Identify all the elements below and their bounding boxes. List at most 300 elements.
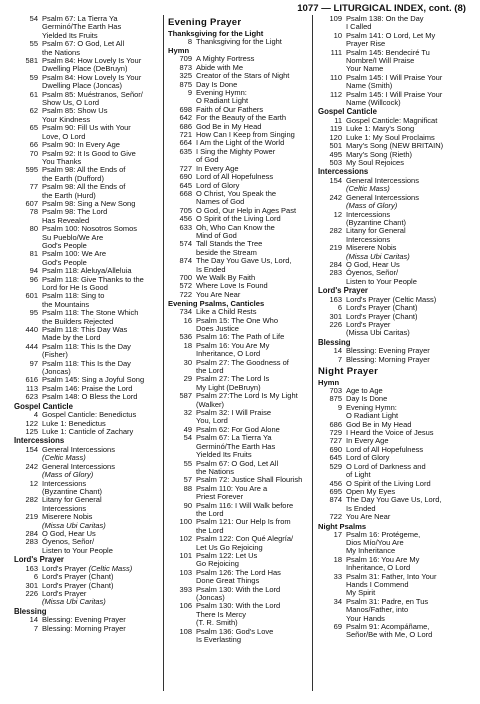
entry-title: O Spirit of the Living Lord bbox=[196, 214, 281, 224]
entry-title: O Lord of Darkness and of Light bbox=[346, 461, 426, 480]
entry-number: 574 bbox=[179, 239, 192, 249]
index-entry bbox=[14, 309, 162, 326]
entry-number: 7 bbox=[337, 354, 342, 364]
entry-number: 664 bbox=[179, 138, 192, 148]
column-divider bbox=[312, 15, 313, 691]
entry-title: Lord's Prayer (Chant) bbox=[42, 572, 114, 582]
entry-title: Blessing: Morning Prayer bbox=[42, 623, 126, 633]
section-title: Night Prayer bbox=[318, 366, 379, 378]
index-entry bbox=[168, 434, 310, 459]
index-entry bbox=[14, 57, 162, 74]
index-column-3 bbox=[318, 15, 468, 640]
index-entry bbox=[318, 15, 468, 32]
entry-title: Psalm 145: Sing a Joyful Song bbox=[42, 375, 145, 385]
entry-number: 55 bbox=[29, 39, 38, 49]
entry-number: 94 bbox=[29, 266, 38, 276]
section-heading: Intercessions bbox=[318, 167, 369, 177]
index-entry bbox=[318, 463, 468, 480]
entry-title: Litany for General Intercessions bbox=[42, 495, 102, 513]
entry-title: God Be in My Head bbox=[346, 419, 412, 429]
entry-number: 282 bbox=[329, 226, 342, 236]
section-title: Evening Prayer bbox=[168, 17, 242, 28]
index-entry bbox=[168, 375, 310, 392]
entry-number: 100 bbox=[179, 517, 192, 527]
index-entry bbox=[14, 343, 162, 360]
entry-title: Psalm 85: Muéstranos, Señor/ Show Us, O Lord bbox=[42, 89, 143, 108]
entry-title: Psalm 116: I Will Walk before the Lord bbox=[196, 500, 294, 518]
entry-title: Miserere Nobis bbox=[42, 512, 93, 522]
entry-number: 80 bbox=[29, 224, 38, 234]
index-entry bbox=[168, 518, 310, 535]
entry-title: Psalm 118: This Is the Day (Fisher) bbox=[42, 341, 131, 360]
entry-title: Psalm 145: Bendeciré Tu Nombre/I Will Praise Your Name bbox=[346, 47, 430, 74]
entry-number: 873 bbox=[179, 62, 192, 72]
entry-number: 33 bbox=[333, 571, 342, 581]
index-entry bbox=[318, 211, 468, 228]
subsection-heading: Hymn bbox=[318, 378, 340, 388]
entry-title: How Can I Keep from Singing bbox=[196, 130, 295, 140]
entry-title: Age to Age bbox=[346, 386, 383, 396]
entry-title: Psalm 122: Con Qué Alegría/ Let Us Go Rejoicing bbox=[196, 534, 294, 552]
entry-number: 874 bbox=[329, 495, 342, 505]
index-entry bbox=[168, 190, 310, 207]
entry-number: 219 bbox=[25, 512, 38, 522]
entry-number: 700 bbox=[179, 272, 192, 282]
entry-number: 875 bbox=[179, 79, 192, 89]
entry-number: 705 bbox=[179, 205, 192, 215]
entry-number: 163 bbox=[25, 563, 38, 573]
entry-number: 456 bbox=[329, 478, 342, 488]
entry-number: 55 bbox=[183, 458, 192, 468]
entry-title: (Celtic Mass) bbox=[346, 184, 390, 194]
entry-number: 9 bbox=[337, 402, 342, 412]
index-entry bbox=[168, 586, 310, 603]
entry-title: O Spirit of the Living Lord bbox=[346, 478, 431, 488]
entry-number: 14 bbox=[333, 346, 342, 356]
entry-number: 690 bbox=[329, 444, 342, 454]
entry-number: 54 bbox=[183, 433, 192, 443]
entry-title: Psalm 84: How Lovely Is Your Dwelling Place (DeBruyn) bbox=[42, 56, 142, 74]
entry-number: 242 bbox=[25, 461, 38, 471]
entry-number: 49 bbox=[183, 424, 192, 434]
entry-number: 645 bbox=[179, 180, 192, 190]
index-entry bbox=[168, 602, 310, 627]
entry-title: Psalm 141: O Lord, Let My Prayer Rise bbox=[346, 30, 436, 49]
index-entry bbox=[168, 240, 310, 257]
entry-number: 440 bbox=[25, 325, 38, 335]
index-entry bbox=[168, 257, 310, 274]
entry-number: 536 bbox=[179, 332, 192, 342]
entry-number: 97 bbox=[29, 358, 38, 368]
entry-title: Psalm 16: You Are My Inheritance, O Lord bbox=[346, 554, 420, 573]
entry-number: 393 bbox=[179, 584, 192, 594]
index-entry bbox=[168, 552, 310, 569]
entry-number: 874 bbox=[179, 256, 192, 266]
index-entry bbox=[14, 124, 162, 141]
entry-number: 727 bbox=[329, 436, 342, 446]
index-entry bbox=[318, 91, 468, 108]
entry-number: 686 bbox=[179, 121, 192, 131]
index-entry bbox=[318, 321, 468, 338]
entry-number: 495 bbox=[329, 149, 342, 159]
entry-number: 607 bbox=[25, 198, 38, 208]
entry-title: Oh, Who Can Know the Mind of God bbox=[196, 222, 275, 240]
entry-number: 734 bbox=[179, 307, 192, 317]
index-column-2 bbox=[168, 15, 310, 644]
entry-title: The Day You Gave Us, Lord, Is Ended bbox=[196, 256, 292, 274]
entry-title: Evening Hymn: O Radiant Light bbox=[196, 88, 249, 106]
entry-number: 283 bbox=[25, 537, 38, 547]
page-number: 1077 bbox=[297, 3, 319, 14]
index-entry bbox=[168, 485, 310, 502]
entry-number: 581 bbox=[25, 56, 38, 66]
entry-title: Miserere Nobis bbox=[346, 243, 397, 253]
entry-title: Psalm 130: With the Lord There Is Mercy (T. R. Smith) bbox=[196, 601, 281, 628]
entry-title: Intercessions (Byzantine Chant) bbox=[42, 478, 103, 496]
entry-title: Psalm 146: Praise the Lord bbox=[42, 383, 133, 393]
entry-number: 120 bbox=[329, 132, 342, 142]
entry-number: 729 bbox=[329, 428, 342, 438]
entry-title: Psalm 67: La Tierra Ya Germinó/The Earth Has Yielded Its Fruits bbox=[42, 14, 122, 40]
index-entry bbox=[168, 89, 310, 106]
entry-number: 722 bbox=[329, 512, 342, 522]
entry-title: Mary's Song (NEW BRITAIN) bbox=[346, 141, 444, 151]
entry-title: Luke 1: My Soul Proclaims bbox=[346, 132, 435, 142]
page-header bbox=[297, 3, 466, 14]
entry-title: Mary's Song (Rieth) bbox=[346, 149, 413, 159]
entry-number: 572 bbox=[179, 281, 192, 291]
index-entry bbox=[318, 32, 468, 49]
entry-number: 325 bbox=[179, 71, 192, 81]
entry-number: 65 bbox=[29, 123, 38, 133]
entry-title: Psalm 121: Our Help Is from the Lord bbox=[196, 517, 291, 535]
entry-number: 7 bbox=[33, 623, 38, 633]
entry-title: Psalm 67: O God, Let All the Nations bbox=[196, 458, 279, 476]
entry-title: Psalm 90: Fill Us with Your Love, O Lord bbox=[42, 123, 131, 141]
index-entry bbox=[168, 38, 310, 46]
entry-title: Psalm 100: Nosotros Somos Su Pueblo/We Are God's People bbox=[42, 224, 138, 250]
entry-title: A Mighty Fortress bbox=[196, 54, 255, 64]
entry-title: Psalm 27: The Goodness of the Lord bbox=[196, 357, 289, 376]
entry-title: O God, Hear Us bbox=[346, 259, 400, 269]
index-entry bbox=[168, 148, 310, 165]
entry-number: 695 bbox=[329, 486, 342, 496]
index-entry bbox=[14, 625, 162, 633]
entry-number: 66 bbox=[29, 140, 38, 150]
entry-number: 111 bbox=[330, 47, 342, 57]
entry-number bbox=[14, 598, 42, 606]
entry-number: 616 bbox=[25, 375, 38, 385]
section-heading: Lord's Prayer bbox=[318, 286, 368, 296]
entry-number: 29 bbox=[183, 374, 192, 384]
index-entry bbox=[168, 359, 310, 376]
entry-title: Psalm 92: It Is Good to Give You Thanks bbox=[42, 148, 136, 166]
entry-number: 14 bbox=[29, 615, 38, 625]
entry-number: 226 bbox=[329, 319, 342, 329]
entry-number: 32 bbox=[183, 408, 192, 418]
entry-title: Lord's Prayer bbox=[42, 588, 87, 598]
entry-title: Like a Child Rests bbox=[196, 307, 257, 317]
index-entry bbox=[14, 326, 162, 343]
entry-title: Psalm 118: The Stone Which the Builders Rejected bbox=[42, 308, 139, 326]
index-entry bbox=[14, 446, 162, 454]
entry-title: Psalm 118: Give Thanks to the Lord for He Is Good bbox=[42, 274, 144, 292]
entry-number: 59 bbox=[29, 72, 38, 82]
entry-title: Psalm 118: This Is the Day (Joncas) bbox=[42, 358, 131, 377]
entry-number: 645 bbox=[329, 453, 342, 463]
entry-title: God Be in My Head bbox=[196, 121, 262, 131]
entry-title: General Intercessions bbox=[42, 444, 115, 454]
entry-title: (Missa Ubi Caritas) bbox=[42, 597, 106, 607]
entry-number: 226 bbox=[25, 588, 38, 598]
entry-title-note: (Celtic Mass) bbox=[88, 563, 133, 573]
index-entry bbox=[14, 480, 162, 497]
entry-number: 122 bbox=[25, 418, 38, 428]
entry-number: 6 bbox=[33, 572, 38, 582]
entry-number: 102 bbox=[179, 534, 192, 544]
entry-number: 81 bbox=[29, 249, 38, 259]
entry-title: (Celtic Mass) bbox=[42, 453, 86, 463]
index-entry bbox=[14, 40, 162, 57]
entry-title: Day Is Done bbox=[196, 79, 238, 89]
entry-title: Psalm 98: All the Ends of the Earth (Dufford) bbox=[42, 165, 126, 183]
index-entry bbox=[318, 531, 468, 556]
entry-number: 78 bbox=[29, 207, 38, 217]
entry-title: (Mass of Glory) bbox=[346, 201, 398, 211]
index-entry bbox=[318, 74, 468, 91]
index-column-1 bbox=[14, 15, 162, 633]
entry-number: 10 bbox=[333, 30, 342, 40]
index-entry bbox=[318, 623, 468, 640]
entry-number: 154 bbox=[329, 175, 342, 185]
entry-title: General Intercessions bbox=[346, 175, 419, 185]
entry-title: Lord of All Hopefulness bbox=[196, 172, 274, 182]
index-entry bbox=[318, 573, 468, 598]
entry-title: In Every Age bbox=[196, 163, 239, 173]
entry-number: 8 bbox=[187, 37, 192, 46]
entry-number: 721 bbox=[179, 130, 192, 140]
entry-title: Luke 1: Canticle of Zachary bbox=[42, 427, 134, 436]
entry-title: Psalm 130: With the Lord (Joncas) bbox=[196, 584, 281, 602]
entry-number: 11 bbox=[334, 115, 342, 125]
entry-title: Lord of Glory bbox=[196, 180, 240, 190]
entry-number: 642 bbox=[179, 113, 192, 123]
entry-number: 668 bbox=[179, 188, 192, 198]
entry-title: Psalm 27: The Lord Is My Light (DeBruyn) bbox=[196, 374, 270, 392]
index-entry bbox=[318, 356, 468, 364]
entry-number: 108 bbox=[179, 626, 192, 636]
entry-title: Psalm 122: Let Us Go Rejoicing bbox=[196, 550, 258, 569]
entry-title: Psalm 31: Father, Into Your Hands I Commend My Spirit bbox=[346, 571, 437, 598]
index-entry bbox=[14, 150, 162, 167]
entry-title: Lord's Prayer (Chant) bbox=[346, 303, 418, 313]
entry-title: Psalm 67: La Tierra Ya Germinó/The Earth Has Yielded Its Fruits bbox=[196, 433, 276, 460]
entry-title: Psalm 98: The Lord Has Revealed bbox=[42, 207, 108, 225]
entry-number: 709 bbox=[179, 54, 192, 64]
entry-number: 95 bbox=[29, 308, 38, 318]
entry-number: 282 bbox=[25, 495, 38, 505]
section-heading: Lord's Prayer bbox=[14, 555, 64, 565]
entry-number: 456 bbox=[179, 214, 192, 224]
entry-title: Lord's Prayer (Missa Ubi Caritas) bbox=[346, 319, 410, 338]
entry-title: I Am the Light of the World bbox=[196, 138, 285, 148]
entry-number: 722 bbox=[179, 289, 192, 299]
entry-number: 77 bbox=[29, 182, 38, 192]
entry-number: 301 bbox=[329, 311, 342, 321]
entry-title: Psalm 110: You Are a Priest Forever bbox=[196, 483, 268, 502]
entry-title: Thanksgiving for the Light bbox=[196, 37, 282, 46]
index-entry bbox=[14, 292, 162, 309]
entry-title: Psalm 27:The Lord Is My Light (Walker) bbox=[196, 391, 298, 409]
entry-title: Intercessions (Byzantine Chant) bbox=[346, 209, 407, 227]
entry-title: Psalm 91: Acompáñame, Señor/Be with Me, O Lord bbox=[346, 622, 433, 640]
index-entry bbox=[14, 250, 162, 267]
entry-title: Psalm 67: O God, Let All the Nations bbox=[42, 39, 125, 57]
entry-title: Where Love Is Found bbox=[196, 281, 268, 291]
entry-title: Evening Hymn: O Radiant Light bbox=[346, 402, 399, 421]
entry-title: Psalm 16: You Are My Inheritance, O Lord bbox=[196, 340, 270, 359]
entry-number: 90 bbox=[183, 500, 192, 510]
index-entry bbox=[318, 269, 468, 286]
entry-title: Psalm 148: O Bless the Lord bbox=[42, 392, 138, 402]
entry-title: Psalm 15: The One Who Does Justice bbox=[196, 315, 278, 333]
section-heading: Blessing bbox=[14, 606, 47, 616]
entry-title: Psalm 32: I Will Praise You, Lord bbox=[196, 408, 272, 426]
index-entry bbox=[168, 569, 310, 586]
entry-title: Psalm 72: Justice Shall Flourish bbox=[196, 475, 303, 485]
entry-title: Psalm 138: On the Day I Called bbox=[346, 14, 424, 32]
index-entry bbox=[318, 159, 468, 167]
entry-title: Psalm 31: Padre, en Tus Manos/Father, into Your Hands bbox=[346, 596, 429, 623]
subsection-heading: Evening Psalms, Canticles bbox=[168, 299, 265, 309]
index-entry bbox=[14, 107, 162, 124]
entry-title: Psalm 118: Sing to the Mountains bbox=[42, 291, 105, 309]
entry-title: Gospel Canticle: Benedictus bbox=[42, 410, 137, 420]
entry-number: 106 bbox=[179, 601, 192, 611]
index-entry bbox=[14, 166, 162, 183]
index-entry bbox=[168, 342, 310, 359]
subsection-heading: Thanksgiving for the Light bbox=[168, 29, 264, 38]
subsection-heading: Hymn bbox=[168, 46, 190, 56]
entry-number: 635 bbox=[179, 146, 192, 156]
entry-title: Gospel Canticle: Magnificat bbox=[346, 115, 438, 125]
entry-number: 154 bbox=[25, 444, 38, 454]
index-entry bbox=[318, 404, 468, 421]
index-entry bbox=[14, 15, 162, 40]
entry-title: Psalm 62: For God Alone bbox=[196, 424, 280, 434]
index-entry bbox=[318, 513, 468, 521]
page-title: — LITURGICAL INDEX, cont. (8) bbox=[321, 3, 466, 14]
column-divider bbox=[163, 15, 164, 691]
entry-title: Blessing: Evening Prayer bbox=[346, 346, 430, 356]
entry-title: You Are Near bbox=[346, 512, 391, 522]
entry-number: 444 bbox=[25, 341, 38, 351]
entry-number: 633 bbox=[179, 222, 192, 232]
entry-number: 595 bbox=[25, 165, 38, 175]
entry-title: Psalm 118: Aleluya/Alleluia bbox=[42, 266, 132, 276]
index-entry bbox=[168, 628, 310, 645]
index-entry bbox=[168, 460, 310, 477]
entry-number: 30 bbox=[183, 357, 192, 367]
entry-title: Open My Eyes bbox=[346, 486, 396, 496]
entry-title: For the Beauty of the Earth bbox=[196, 113, 287, 123]
entry-title: General Intercessions bbox=[42, 461, 115, 471]
entry-number: 9 bbox=[187, 88, 192, 98]
section-heading: Gospel Canticle bbox=[318, 107, 377, 117]
entry-number: 587 bbox=[179, 391, 192, 401]
entry-title: General Intercessions bbox=[346, 192, 419, 202]
entry-number: 18 bbox=[183, 340, 192, 350]
entry-title: Psalm 84: How Lovely Is Your Dwelling Place (Joncas) bbox=[42, 72, 142, 91]
index-entry bbox=[14, 496, 162, 513]
entry-title: Lord's Prayer bbox=[42, 563, 89, 573]
entry-title: Óyenos, Señor/ Listen to Your People bbox=[346, 268, 417, 286]
entry-number: 57 bbox=[183, 475, 192, 485]
entry-number: 601 bbox=[25, 291, 38, 301]
entry-number: 61 bbox=[29, 89, 38, 99]
entry-number: 101 bbox=[179, 550, 192, 560]
entry-number: 623 bbox=[25, 392, 38, 402]
entry-title: You Are Near bbox=[196, 289, 241, 299]
entry-number: 242 bbox=[329, 192, 342, 202]
entry-number: 727 bbox=[179, 163, 192, 173]
section-heading: Gospel Canticle bbox=[14, 401, 73, 411]
entry-title: Blessing: Morning Prayer bbox=[346, 354, 430, 364]
entry-title: (Missa Ubi Caritas) bbox=[346, 251, 410, 261]
entry-number: 501 bbox=[329, 141, 342, 151]
index-entry bbox=[14, 360, 162, 377]
entry-number: 69 bbox=[333, 622, 342, 631]
entry-title: Psalm 126: The Lord Has Done Great Things bbox=[196, 567, 281, 586]
entry-number: 686 bbox=[329, 419, 342, 429]
entry-title: (Missa Ubi Caritas) bbox=[42, 520, 106, 530]
entry-title: Lord of All Hopefulness bbox=[346, 444, 424, 454]
entry-title: Psalm 100: We Are God's People bbox=[42, 249, 107, 267]
entry-number: 703 bbox=[329, 386, 342, 396]
entry-number: 529 bbox=[329, 461, 342, 471]
entry-title: We Walk By Faith bbox=[196, 272, 256, 282]
entry-number: 125 bbox=[25, 427, 38, 436]
entry-title: I Heard the Voice of Jesus bbox=[346, 428, 434, 438]
entry-title: O Christ, You Speak the Names of God bbox=[196, 188, 277, 207]
entry-title: Lord's Prayer (Celtic Mass) bbox=[346, 294, 437, 304]
index-entry bbox=[318, 227, 468, 244]
entry-number: 12 bbox=[29, 478, 38, 488]
entry-title: The Day You Gave Us, Lord, Is Ended bbox=[346, 495, 442, 513]
entry-title: Psalm 145: I Will Praise Your Name (Smith) bbox=[346, 72, 443, 91]
entry-number: 34 bbox=[333, 596, 342, 606]
entry-number: 119 bbox=[330, 124, 342, 134]
entry-title: Blessing: Evening Prayer bbox=[42, 615, 126, 625]
entry-number: 112 bbox=[330, 89, 342, 99]
index-entry bbox=[168, 502, 310, 519]
index-entry bbox=[14, 598, 162, 606]
entry-title: O God, Hear Us bbox=[42, 528, 96, 538]
entry-number: 110 bbox=[330, 72, 342, 82]
entry-title: Psalm 90: In Every Age bbox=[42, 140, 120, 150]
entry-title: Psalm 16: Protégeme, Dios Mío/You Are My Inheritance bbox=[346, 529, 421, 556]
index-entry bbox=[318, 496, 468, 513]
entry-number: 284 bbox=[25, 528, 38, 538]
entry-number: 284 bbox=[329, 259, 342, 269]
entry-title: Lord's Prayer (Chant) bbox=[346, 311, 418, 321]
entry-title: Lord's Prayer (Chant) bbox=[42, 580, 114, 590]
entry-title: In Every Age bbox=[346, 436, 389, 446]
entry-title: Psalm 98: All the Ends of the Earth (Hurd) bbox=[42, 182, 126, 200]
entry-number: 12 bbox=[333, 209, 342, 219]
index-entry bbox=[14, 393, 162, 401]
entry-title: (Mass of Glory) bbox=[42, 470, 94, 480]
